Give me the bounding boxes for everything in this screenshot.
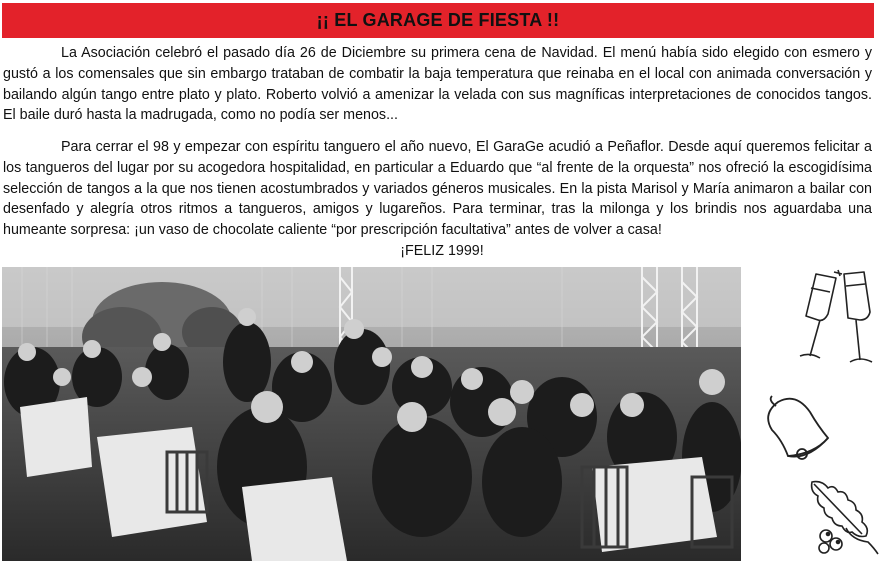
- holly-icon: [806, 478, 882, 556]
- champagne-glasses-icon: [794, 268, 878, 376]
- dinner-party-photo: [2, 267, 741, 561]
- paragraph-penaflor: Para cerrar el 98 y empezar con espíritu tanguero el año nuevo, El GaraGe acudió a Peñaflor. Desde aquí queremos felicitar a los tangueros del lugar por su acogedora hospitalidad, en particular a Eduardo que “al frente de la orquesta” nos ofreció la escogidísima selección de tangos a la que nos tienen acostumbrados y variados géneros musicales. En la pista Marisol y María animaron a bailar con desenfado y alegría otros ritmos a tangueros, amigos y lugareños. Para terminar, tras la milonga y los brindis nos aguardaba una humeante sorpresa: ¡un vaso de chocolate caliente “por prescripción facultativa” antes de volver a casa!: [3, 139, 872, 239]
- headline-title: ¡¡ EL GARAGE DE FIESTA !!: [316, 10, 560, 30]
- bell-icon: [758, 394, 836, 466]
- new-year-greeting: ¡FELIZ 1999!: [400, 243, 484, 259]
- paragraph-christmas-dinner: La Asociación celebró el pasado día 26 de Diciembre su primera cena de Navidad. El menú había sido elegido con esmero y gustó a los comensales que sin embargo trataban de combatir la baja temperatura que reinaba en el local con animada conversación y bailando algún tango entre plato y plato. Roberto volvió a amenizar la velada con sus magníficas interpretaciones de conocidos tangos. El baile duró hasta la madrugada, como no podía ser menos...: [3, 45, 872, 124]
- headline-banner: [2, 3, 874, 38]
